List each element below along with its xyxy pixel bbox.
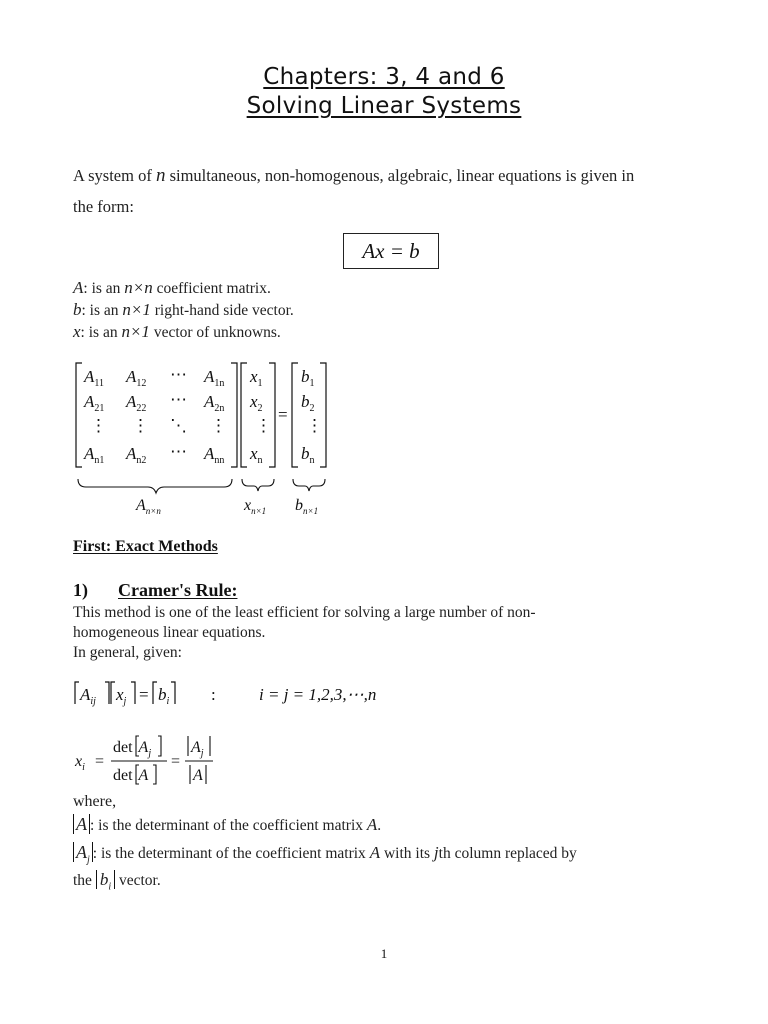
- page-number: 1: [380, 946, 388, 961]
- definition-det-A: A : is the determinant of the coefficient matrix A.: [73, 814, 381, 836]
- matrix-entry: ⋯: [170, 390, 187, 409]
- matrix-entry: $A_{n1}$: [84, 444, 105, 466]
- matrix-entry: $A_{21}$: [84, 392, 105, 414]
- cramer-formula: [73, 732, 233, 790]
- vector-b-left-bracket: [292, 363, 298, 467]
- underbrace-x-label: $x_{n\times 1}$: [244, 497, 267, 516]
- matrix-entry: ⋯: [170, 442, 187, 461]
- formula-det-numerator: $\det A_j$: [113, 739, 152, 759]
- equals-sign: =: [278, 405, 288, 424]
- matrix-entry: ⋮: [210, 416, 227, 435]
- section-label: Cramer's Rule:: [118, 580, 238, 600]
- matrix-entry: ⋯: [170, 365, 187, 384]
- formula-x-i: $x_i$: [75, 753, 85, 773]
- given-index-range: i = j = 1,2,3,⋯,n: [259, 685, 377, 704]
- given-b-i: $b_i$: [158, 685, 170, 707]
- matrix-entry: $A_{nn}$: [204, 444, 225, 466]
- vector-x-entry: $x_n$: [250, 444, 263, 466]
- underbrace-x: [242, 479, 274, 491]
- underbrace-A: [78, 479, 232, 493]
- chapter-title: Chapters: 3, 4 and 6: [263, 64, 505, 90]
- formula-abs-numerator: $A_j$: [191, 739, 204, 759]
- given-equals: =: [139, 685, 149, 704]
- vector-b-entry: ⋮: [306, 416, 323, 435]
- matrix-entry: ⋮: [90, 416, 107, 435]
- definition-A: A: is an n×n coefficient matrix.: [73, 278, 271, 297]
- underbrace-A-label: $A_{n\times n}$: [136, 497, 161, 516]
- vector-b-entry: $b_n$: [301, 444, 315, 466]
- matrix-A-left-bracket: [76, 363, 82, 467]
- section-number: 1): [73, 580, 88, 600]
- matrix-entry: ⋱: [170, 416, 187, 435]
- matrix-entry: $A_{2n}$: [204, 392, 225, 414]
- given-x-j: $x_j$: [116, 685, 127, 707]
- underbrace-b-label: $b_{n\times 1}$: [295, 497, 319, 516]
- underbrace-b: [293, 479, 325, 491]
- cramer-paragraph-line1: This method is one of the least efficient for solving a large number of non-: [73, 604, 536, 621]
- vector-x-entry: $x_1$: [250, 367, 263, 389]
- section-cramers-rule: [73, 580, 237, 601]
- vector-x-entry: $x_2$: [250, 392, 263, 414]
- vector-b-entry: $b_2$: [301, 392, 315, 414]
- intro-paragraph-line2: the form:: [73, 197, 134, 216]
- where-text: where,: [73, 793, 117, 810]
- vector-b-right-bracket: [320, 363, 326, 467]
- given-A-ij: $A_{ij}$: [80, 685, 96, 707]
- formula-equals-2: =: [171, 753, 181, 770]
- heading-exact-methods: First: Exact Methods: [73, 538, 218, 555]
- definition-x: x: is an n×1 vector of unknowns.: [73, 322, 281, 341]
- matrix-entry: ⋮: [132, 416, 149, 435]
- formula-det-denominator: det A: [113, 767, 149, 784]
- boxed-equation: Ax = b: [343, 233, 439, 269]
- chapter-subtitle: Solving Linear Systems: [246, 93, 522, 119]
- definition-b-vector: the $b_i$ vector.: [73, 870, 161, 893]
- formula-abs-denominator: A: [193, 767, 203, 784]
- vector-x-right-bracket: [269, 363, 275, 467]
- given-equation: [73, 680, 403, 712]
- matrix-entry: $A_{1n}$: [204, 367, 225, 389]
- vector-x-left-bracket: [241, 363, 247, 467]
- vector-x-entry: ⋮: [255, 416, 272, 435]
- matrix-entry: $A_{12}$: [126, 367, 147, 389]
- formula-equals-1: =: [95, 753, 105, 770]
- definitions-list: [73, 277, 294, 343]
- definition-det-Aj: $A_j$ : is the determinant of the coefficient matrix A with its jth column replaced by: [73, 842, 577, 871]
- definition-b: b: is an n×1 right-hand side vector.: [73, 300, 294, 319]
- matrix-equation: [60, 355, 350, 525]
- matrix-entry: $A_{22}$: [126, 392, 147, 414]
- given-colon: :: [211, 685, 216, 704]
- cramer-paragraph-line2: homogeneous linear equations.: [73, 624, 266, 641]
- matrix-entry: $A_{11}$: [84, 367, 105, 389]
- vector-b-entry: $b_1$: [301, 367, 315, 389]
- intro-paragraph-line1: A system of n simultaneous, non-homogenous, algebraic, linear equations is given in: [73, 165, 635, 186]
- in-general-text: In general, given:: [73, 644, 182, 661]
- matrix-entry: $A_{n2}$: [126, 444, 147, 466]
- matrix-A-right-bracket: [231, 363, 237, 467]
